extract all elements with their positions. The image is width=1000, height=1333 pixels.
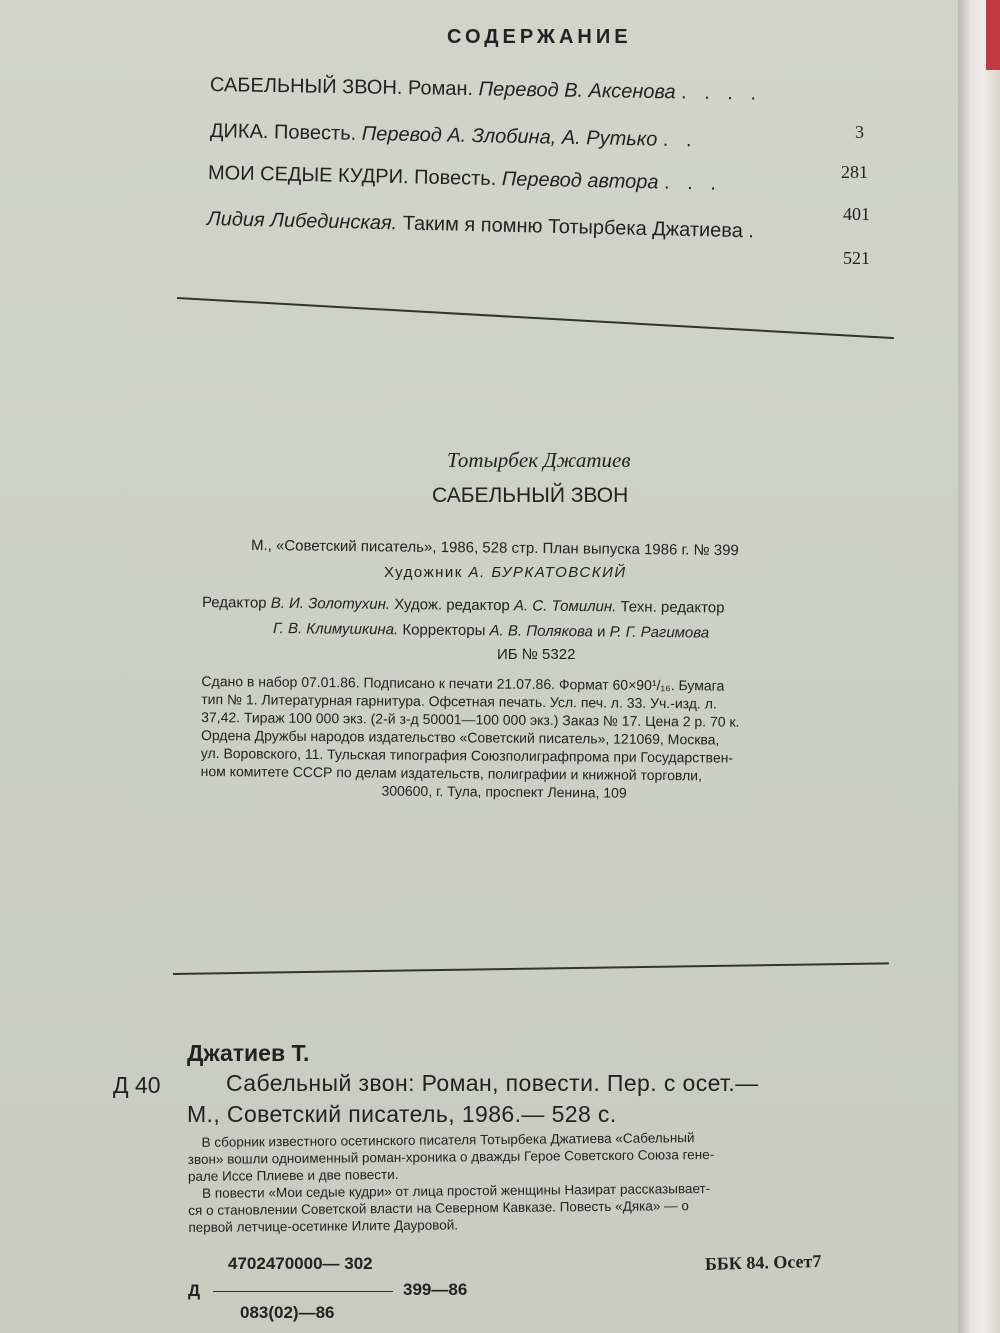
index-bottom: 083(02)—86 — [240, 1303, 335, 1322]
index-right: 399—86 — [403, 1280, 468, 1299]
book-edge — [958, 0, 1000, 1333]
index-top: 4702470000— 302 — [228, 1254, 373, 1273]
annotation: В сборник известного осетинского писателя Тотырбека Джатиева «Сабельный звон» вошли одноименный роман-хроника о дважды Герое Советского Союза гене- рале Иссе Плиеве и две повести. В повести «Мои седые кудри» от лица простой женщины Назират рассказывает- ся о становлении Советской власти на Северном Кавказе. Повесть «Дяка» — о первой летчице-осетинке Илите Дауровой. — [187, 1130, 715, 1235]
catalog-title-line: Сабельный звон: Роман, повести. Пер. с осет.— — [226, 1070, 759, 1096]
catalog-publisher-line: М., Советский писатель, 1986.— 528 с. — [187, 1101, 617, 1127]
toc-entry: МОИ СЕДЫЕ КУДРИ. Повесть. Перевод автора . . . — [207, 162, 723, 195]
toc-entry: САБЕЛЬНЫЙ ЗВОН. Роман. Перевод В. Аксенова . . . . — [209, 74, 763, 105]
editors-line-2: Г. В. Климушкина. Корректоры А. В. Полякова и Р. Г. Рагимова — [272, 620, 710, 642]
divider — [177, 297, 894, 339]
print-specs: Сдано в набор 07.01.86. Подписано к печати 21.07.86. Формат 60×90¹/₁₆. Бумага тип № 1. Литературная гарнитура. Офсетная печать. Усл. печ. л. 33. Уч.-изд. л. 37,42. Тираж 100 000 экз. (2-й з-д 50001—100 000 экз.) Заказ № 17. Цена 2 р. 70 к. Ордена Дружбы народов издательство «Советский писатель», 121069, Москва, ул. Воровского, 11. Тульская типография Союзполиграфпрома при Государствен- ном комитете СССР по делам издательств, полиграфии и книжной торговли, 300600, г. Тула, проспект Ленина, 109 — [200, 673, 740, 801]
ib-number: ИБ № 5322 — [497, 646, 576, 663]
editors-line-1: Редактор В. И. Золотухин. Худож. редактор А. С. Томилин. Техн. редактор — [201, 594, 725, 617]
imprint-author: Тотырбек Джатиев — [447, 448, 631, 472]
toc-page-number: 3 — [855, 122, 864, 142]
catalog-author: Джатиев Т. — [187, 1040, 310, 1066]
toc-entry: Лидия Либединская. Таким я помню Тотырбека Джатиева . — [206, 208, 761, 243]
toc-entry: ДИКА. Повесть. Перевод А. Злобина, А. Рутько . . — [209, 120, 698, 152]
catalog-code: Д 40 — [113, 1072, 161, 1098]
cover-edge — [986, 0, 1000, 70]
toc-page-number: 281 — [841, 162, 868, 182]
imprint-title: САБЕЛЬНЫЙ ЗВОН — [432, 484, 629, 507]
bbk-code: ББК 84. Осет7 — [704, 1250, 822, 1274]
toc-page-number: 401 — [843, 204, 870, 224]
index-letter: Д — [188, 1281, 201, 1300]
publisher-line: М., «Советский писатель», 1986, 528 стр. План выпуска 1986 г. № 399 — [250, 537, 739, 560]
divider — [173, 962, 889, 975]
index-fraction-line — [213, 1291, 393, 1292]
toc-page-number: 521 — [843, 248, 870, 268]
toc-title: СОДЕРЖАНИЕ — [447, 26, 632, 48]
artist-line: Художник А. БУРКАТОВСКИЙ — [384, 564, 627, 581]
